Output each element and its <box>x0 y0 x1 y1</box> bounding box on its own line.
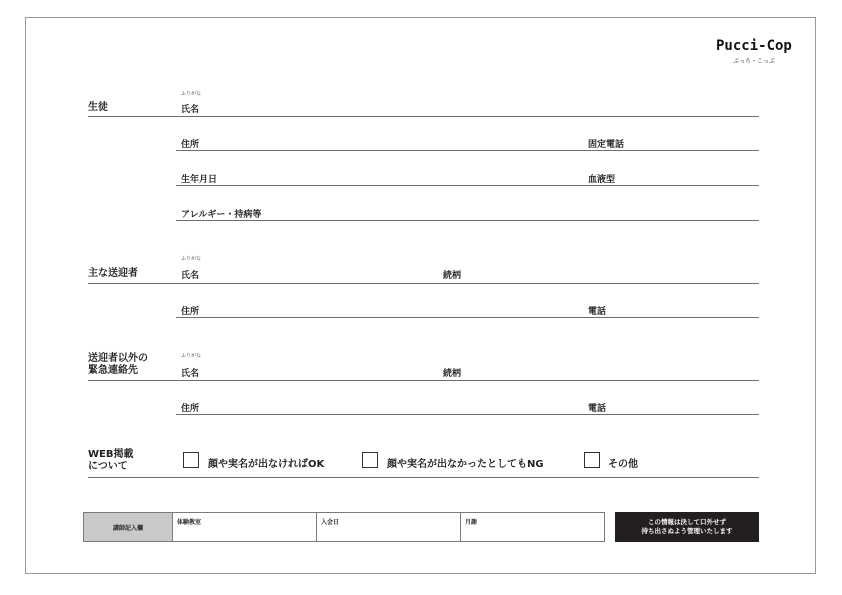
student-address-label: 住所 <box>181 140 200 150</box>
web-ok-checkbox[interactable] <box>183 452 199 468</box>
student-section-label: 生徒 <box>88 102 108 113</box>
emergency-name-line[interactable] <box>88 380 759 381</box>
brand-logo-subtitle: ぷっち・こっぷ <box>733 58 775 65</box>
student-name-label: 氏名 <box>181 105 200 115</box>
instructor-trial-class-label: 体験教室 <box>177 519 202 526</box>
student-bloodtype-label: 血液型 <box>588 175 616 185</box>
instructor-col-divider-2 <box>316 513 317 541</box>
student-furigana-label: ふりがな <box>181 91 202 97</box>
instructor-box-title: 講師記入欄 <box>84 513 173 541</box>
student-allergy-line[interactable] <box>176 220 759 221</box>
instructor-box <box>83 512 605 542</box>
web-ng-checkbox[interactable] <box>362 452 378 468</box>
emergency-furigana-label: ふりがな <box>181 353 202 359</box>
emergency-address-label: 住所 <box>181 404 200 414</box>
guardian-relation-label: 続柄 <box>443 271 462 281</box>
student-address-line[interactable] <box>176 150 759 151</box>
guardian-furigana-label: ふりがな <box>181 256 202 262</box>
web-ng-option-label: 顔や実名が出なかったとしてもNG <box>387 459 544 470</box>
student-allergy-label: アレルギー・持病等 <box>181 210 262 220</box>
privacy-notice-line-1: この情報は決して口外せず <box>648 518 726 526</box>
privacy-notice <box>615 512 759 542</box>
web-section-label-1: WEB掲載 <box>88 449 134 460</box>
emergency-relation-label: 続柄 <box>443 369 462 379</box>
guardian-name-label: 氏名 <box>181 271 200 281</box>
web-section-label-2: について <box>88 461 128 472</box>
instructor-monthly-fee-label: 月謝 <box>465 519 478 526</box>
guardian-phone-label: 電話 <box>588 307 607 317</box>
emergency-address-line[interactable] <box>176 414 759 415</box>
emergency-phone-label: 電話 <box>588 404 607 414</box>
web-section-line <box>88 477 759 478</box>
emergency-name-label: 氏名 <box>181 369 200 379</box>
guardian-section-label: 主な送迎者 <box>88 268 138 279</box>
instructor-join-date-label: 入会日 <box>321 519 340 526</box>
student-birthdate-line[interactable] <box>176 185 759 186</box>
brand-logo: Pucci-Cop <box>716 38 792 54</box>
registration-form-sheet <box>25 17 816 574</box>
web-ok-option-label: 顔や実名が出なければOK <box>208 459 325 470</box>
web-other-checkbox[interactable] <box>584 452 600 468</box>
privacy-notice-line-2: 持ち出さぬよう管理いたします <box>641 527 733 535</box>
emergency-section-label-2: 緊急連絡先 <box>88 365 138 376</box>
instructor-col-divider-3 <box>460 513 461 541</box>
student-birthdate-label: 生年月日 <box>181 175 218 185</box>
guardian-address-label: 住所 <box>181 307 200 317</box>
web-other-option-label: その他 <box>608 459 638 470</box>
guardian-name-line[interactable] <box>88 283 759 284</box>
guardian-address-line[interactable] <box>176 317 759 318</box>
student-landline-label: 固定電話 <box>588 140 625 150</box>
student-name-line[interactable] <box>88 116 759 117</box>
emergency-section-label-1: 送迎者以外の <box>88 353 148 364</box>
